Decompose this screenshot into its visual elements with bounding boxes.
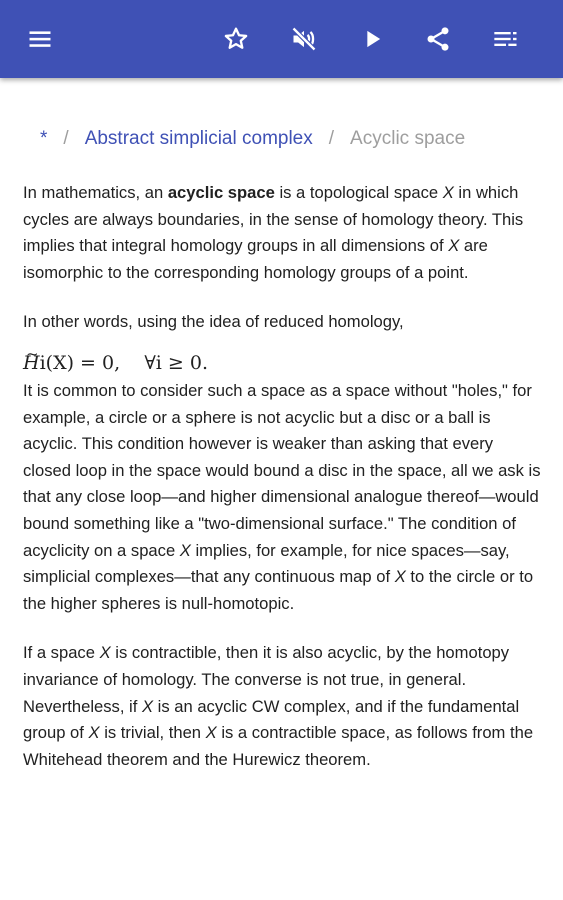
breadcrumb-root[interactable]: * <box>40 128 48 149</box>
contents-button[interactable] <box>486 19 526 59</box>
star-outline-icon <box>222 25 250 53</box>
text: implies, for example, for nice spaces—say, simplicial complexes—that any continuous map of <box>23 540 510 587</box>
math-expression: ∀i ≥ 0. <box>144 351 208 374</box>
formula-reduced-homology <box>23 350 543 376</box>
math-var: X <box>442 183 454 202</box>
playlist-icon <box>492 25 520 53</box>
mute-button[interactable] <box>284 19 324 59</box>
text: In mathematics, an <box>23 183 168 202</box>
math-expression: i(X) = 0, <box>39 351 121 374</box>
text: It is common to consider such a space as a space without "holes," for example, a circle or a sphere is not acyclic but a disc or a ball is acyclic. This condition however is weaker than asking that every closed loop in the space would bound a disc in the space, all we ask is that any close loop—and higher dimensional analogue thereof—would bound something like a "two-dimensional surface." The condition of acyclicity on a space <box>23 380 541 560</box>
menu-icon <box>26 25 54 53</box>
text: If a space <box>23 643 100 663</box>
play-icon <box>358 25 386 53</box>
term-acyclic-space: acyclic space <box>167 183 275 202</box>
text: is a topological space <box>274 183 443 202</box>
math-var: X <box>205 723 217 743</box>
text: in which cycles are always boundaries, in the sense of homology theory. This implies that integral homology groups in all dimensions of <box>23 183 524 256</box>
breadcrumb-current: Acyclic space <box>350 128 466 149</box>
text: is a contractible space, as follows from the Whitehead theorem and the Hurewicz theorem. <box>23 723 534 769</box>
breadcrumb-parent[interactable]: Abstract simplicial complex <box>84 128 313 149</box>
math-var: X <box>99 643 111 663</box>
favorite-button[interactable] <box>216 19 256 59</box>
paragraph-intro <box>23 180 543 286</box>
share-icon <box>424 25 452 53</box>
math-symbol: ~ H <box>23 352 40 374</box>
menu-button[interactable] <box>20 19 60 59</box>
text: to the circle or to the higher spheres is null-homotopic. <box>23 567 534 613</box>
text: is an acyclic CW complex, and if the fundamental group of <box>23 696 520 743</box>
text: is contractible, then it is also acyclic, by the homotopy invariance of homology. The converse is not true, in general. Nevertheless, if <box>23 643 510 716</box>
share-button[interactable] <box>418 19 458 59</box>
math-var: X <box>179 540 191 560</box>
play-button[interactable] <box>352 19 392 59</box>
math-var: X <box>88 723 100 743</box>
app-toolbar <box>0 0 563 78</box>
paragraph-reduced-homology: In other words, using the idea of reduced homology, <box>23 312 404 332</box>
text: are isomorphic to the corresponding homology groups of a point. <box>23 236 488 282</box>
article-body <box>23 180 543 773</box>
breadcrumb <box>40 128 465 150</box>
paragraph-contractible <box>23 640 543 773</box>
breadcrumb-separator: / <box>328 128 335 149</box>
volume-off-icon <box>290 25 318 53</box>
math-var: X <box>448 236 460 256</box>
math-var: X <box>141 696 154 716</box>
paragraph-holes <box>23 378 543 617</box>
math-var: X <box>394 567 406 587</box>
breadcrumb-separator: / <box>63 128 69 149</box>
text: is trivial, then <box>99 723 206 743</box>
